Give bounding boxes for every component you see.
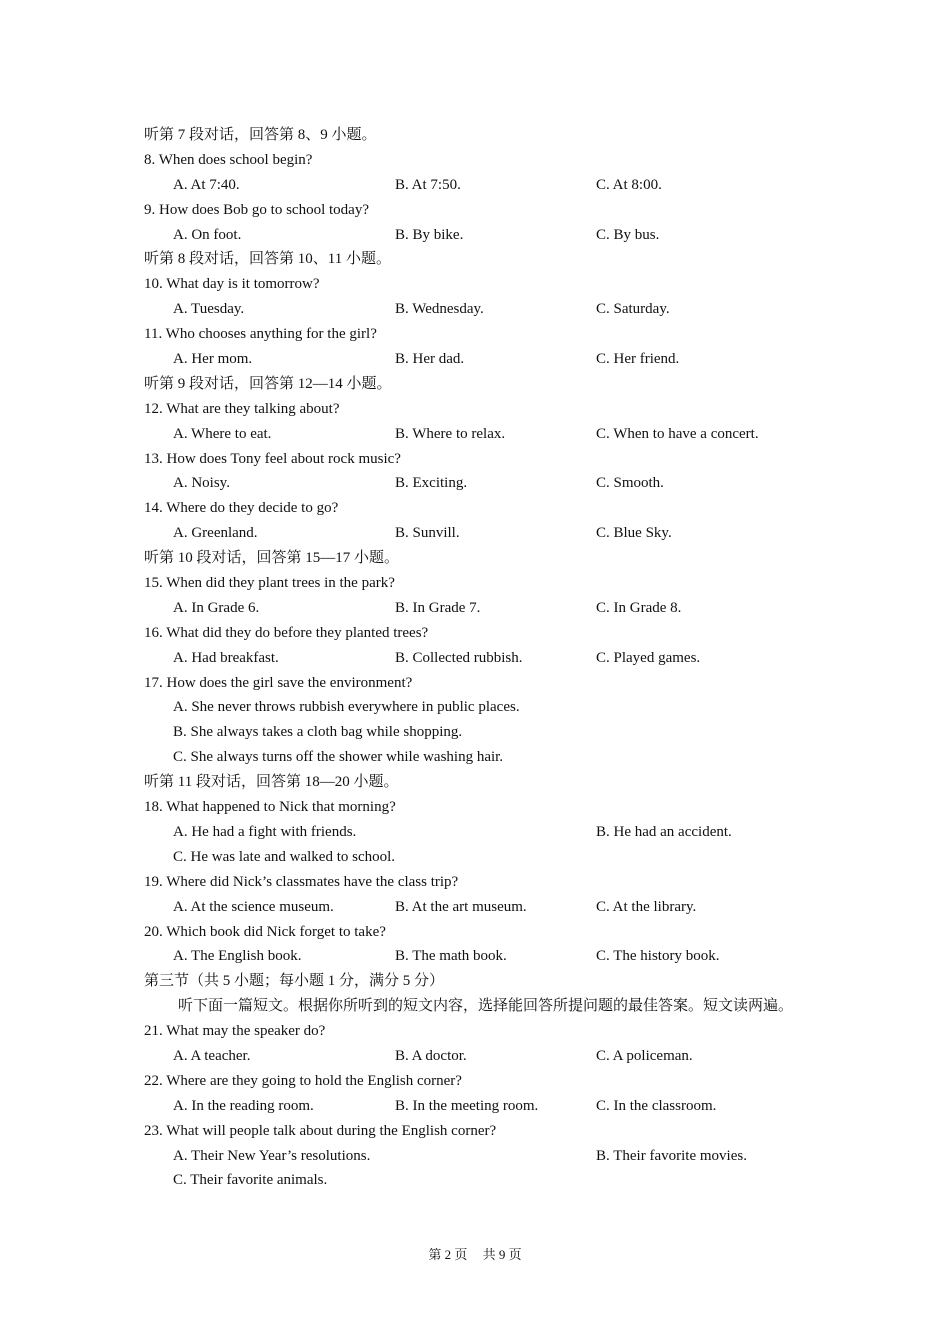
answer-option: B. Wednesday. xyxy=(395,301,484,318)
answer-option: A. Noisy. xyxy=(173,475,230,492)
answer-option: B. Her dad. xyxy=(395,351,465,368)
answer-option: C. She always turns off the shower while washing hair. xyxy=(173,749,504,766)
option-row xyxy=(144,646,824,671)
section-heading: 听第 11 段对话，回答第 18—20 小题。 xyxy=(144,774,399,791)
answer-option: B. At the art museum. xyxy=(395,898,527,915)
answer-option: A. Their New Year’s resolutions. xyxy=(173,1147,371,1164)
answer-option: B. Sunvill. xyxy=(395,525,460,542)
question-text: 17. How does the girl save the environment? xyxy=(144,674,413,691)
answer-option: C. He was late and walked to school. xyxy=(173,848,396,865)
option-row xyxy=(144,820,824,845)
question-text: 13. How does Tony feel about rock music? xyxy=(144,450,401,467)
answer-option: B. By bike. xyxy=(395,226,464,243)
question-text: 12. What are they talking about? xyxy=(144,400,340,417)
answer-option: B. He had an accident. xyxy=(596,823,732,840)
question-text: 14. Where do they decide to go? xyxy=(144,500,339,517)
option-row xyxy=(144,895,824,920)
option-row xyxy=(144,173,824,198)
answer-option: C. Smooth. xyxy=(596,475,664,492)
question-text: 23. What will people talk about during the English corner? xyxy=(144,1122,497,1139)
answer-option: B. Collected rubbish. xyxy=(395,649,523,666)
answer-option: C. Their favorite animals. xyxy=(173,1172,328,1189)
answer-option: A. Tuesday. xyxy=(173,301,245,318)
instruction-paragraph: 听下面一篇短文。根据你所听到的短文内容，选择能回答所提问题的最佳答案。短文读两遍。 xyxy=(178,998,794,1015)
section-heading: 听第 8 段对话，回答第 10、11 小题。 xyxy=(144,251,391,268)
answer-option: B. In Grade 7. xyxy=(395,599,481,616)
section-heading: 第三节（共 5 小题；每小题 1 分，满分 5 分） xyxy=(144,973,445,990)
option-row xyxy=(144,223,824,248)
option-row xyxy=(144,297,824,322)
question-text: 21. What may the speaker do? xyxy=(144,1023,326,1040)
section-heading: 听第 9 段对话，回答第 12—14 小题。 xyxy=(144,375,392,392)
answer-option: A. The English book. xyxy=(173,948,302,965)
page-total: 共 9 页 xyxy=(482,1247,522,1262)
answer-option: C. Played games. xyxy=(596,649,701,666)
option-row xyxy=(144,521,824,546)
section-heading: 听第 7 段对话，回答第 8、9 小题。 xyxy=(144,127,377,143)
answer-option: C. In Grade 8. xyxy=(596,599,682,616)
option-row xyxy=(144,695,824,720)
option-row xyxy=(144,1144,824,1169)
answer-option: C. When to have a concert. xyxy=(596,425,759,442)
page-number: 第 2 页 xyxy=(428,1247,468,1262)
answer-option: C. At the library. xyxy=(596,898,697,915)
answer-option: B. At 7:50. xyxy=(395,176,461,193)
option-row xyxy=(144,347,824,372)
answer-option: A. She never throws rubbish everywhere in public places. xyxy=(173,699,520,716)
answer-option: A. Where to eat. xyxy=(173,425,272,442)
exam-page-content xyxy=(144,123,824,1193)
option-row xyxy=(144,422,824,447)
question-text: 15. When did they plant trees in the park? xyxy=(144,575,395,592)
answer-option: C. In the classroom. xyxy=(596,1097,717,1114)
option-row xyxy=(144,1094,824,1119)
question-text: 18. What happened to Nick that morning? xyxy=(144,799,396,816)
answer-option: B. Where to relax. xyxy=(395,425,506,442)
answer-option: C. Saturday. xyxy=(596,301,670,318)
answer-option: A. At 7:40. xyxy=(173,176,240,193)
answer-option: B. Exciting. xyxy=(395,475,468,492)
question-text: 19. Where did Nick’s classmates have the class trip? xyxy=(144,873,459,890)
option-row xyxy=(144,745,824,770)
option-row xyxy=(144,944,824,969)
answer-option: C. Her friend. xyxy=(596,351,680,368)
option-row xyxy=(144,1168,824,1193)
question-text: 11. Who chooses anything for the girl? xyxy=(144,326,377,343)
answer-option: C. The history book. xyxy=(596,948,720,965)
question-text: 16. What did they do before they planted trees? xyxy=(144,624,429,641)
answer-option: B. A doctor. xyxy=(395,1047,467,1064)
answer-option: A. Greenland. xyxy=(173,525,258,542)
answer-option: C. Blue Sky. xyxy=(596,525,672,542)
answer-option: C. A policeman. xyxy=(596,1047,693,1064)
option-row xyxy=(144,471,824,496)
answer-option: A. Had breakfast. xyxy=(173,649,279,666)
question-text: 20. Which book did Nick forget to take? xyxy=(144,923,386,940)
answer-option: B. She always takes a cloth bag while shopping. xyxy=(173,724,463,741)
answer-option: A. In the reading room. xyxy=(173,1097,314,1114)
answer-option: A. He had a fight with friends. xyxy=(173,823,357,840)
answer-option: B. Their favorite movies. xyxy=(596,1147,747,1164)
option-row xyxy=(144,596,824,621)
answer-option: A. In Grade 6. xyxy=(173,599,260,616)
section-heading: 听第 10 段对话，回答第 15—17 小题。 xyxy=(144,550,400,567)
answer-option: A. Her mom. xyxy=(173,351,253,368)
answer-option: B. The math book. xyxy=(395,948,507,965)
answer-option: B. In the meeting room. xyxy=(395,1097,539,1114)
option-row xyxy=(144,845,824,870)
answer-option: A. A teacher. xyxy=(173,1047,251,1064)
answer-option: C. By bus. xyxy=(596,226,660,243)
question-text: 9. How does Bob go to school today? xyxy=(144,201,369,218)
answer-option: A. On foot. xyxy=(173,226,242,243)
question-text: 22. Where are they going to hold the English corner? xyxy=(144,1072,462,1089)
page-footer xyxy=(0,1246,950,1264)
option-row xyxy=(144,720,824,745)
question-text: 10. What day is it tomorrow? xyxy=(144,276,320,293)
answer-option: C. At 8:00. xyxy=(596,176,662,193)
option-row xyxy=(144,1044,824,1069)
question-text: 8. When does school begin? xyxy=(144,151,313,168)
answer-option: A. At the science museum. xyxy=(173,898,334,915)
